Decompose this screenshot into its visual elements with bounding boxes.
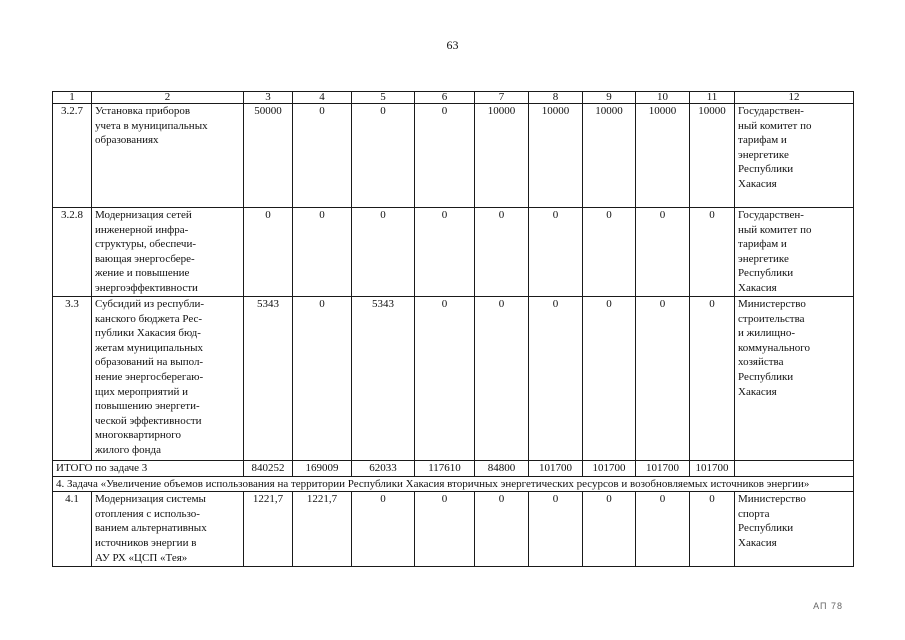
value-cell: 10000 <box>529 104 583 208</box>
column-number: 4 <box>293 92 352 104</box>
total-value: 101700 <box>529 461 583 477</box>
row-name: Модернизация системы отопления с использо- ванием альтернативных источников энергии в АУ РХ «ЦСП «Тея» <box>92 492 244 567</box>
value-cell: 1221,7 <box>293 492 352 567</box>
table-row <box>53 208 854 297</box>
value-cell: 0 <box>352 104 415 208</box>
value-cell: 0 <box>475 208 529 297</box>
total-value: 840252 <box>244 461 293 477</box>
value-cell: 0 <box>636 297 690 461</box>
total-row <box>53 461 854 477</box>
program-table <box>52 91 854 567</box>
column-number: 10 <box>636 92 690 104</box>
value-cell: 0 <box>529 208 583 297</box>
value-cell: 10000 <box>690 104 735 208</box>
column-number-row <box>53 92 854 104</box>
value-cell: 0 <box>636 208 690 297</box>
value-cell: 0 <box>475 492 529 567</box>
value-cell: 0 <box>583 492 636 567</box>
responsible-org: Государствен- ный комитет по тарифам и энергетике Республики Хакасия <box>735 104 854 208</box>
value-cell: 0 <box>293 104 352 208</box>
task-heading-row <box>53 476 854 492</box>
column-number: 9 <box>583 92 636 104</box>
total-value: 101700 <box>690 461 735 477</box>
column-number: 7 <box>475 92 529 104</box>
value-cell: 0 <box>583 208 636 297</box>
column-number: 8 <box>529 92 583 104</box>
value-cell: 0 <box>415 297 475 461</box>
table-row <box>53 104 854 208</box>
value-cell: 0 <box>415 104 475 208</box>
column-number: 6 <box>415 92 475 104</box>
value-cell: 0 <box>529 297 583 461</box>
table-row <box>53 492 854 567</box>
task-title: 4. Задача «Увеличение объемов использования на территории Республики Хакасия вторичных энергетических ресурсов и возобновляемых источников энергии» <box>53 476 854 492</box>
value-cell: 0 <box>690 208 735 297</box>
column-number: 2 <box>92 92 244 104</box>
value-cell: 0 <box>583 297 636 461</box>
total-value: 117610 <box>415 461 475 477</box>
row-code: 3.2.7 <box>53 104 92 208</box>
column-number: 12 <box>735 92 854 104</box>
value-cell: 0 <box>293 297 352 461</box>
responsible-org: Государствен- ный комитет по тарифам и энергетике Республики Хакасия <box>735 208 854 297</box>
value-cell: 0 <box>352 492 415 567</box>
responsible-org: Министерство строительства и жилищно- коммунального хозяйства Республики Хакасия <box>735 297 854 461</box>
total-value: 101700 <box>583 461 636 477</box>
value-cell: 0 <box>690 492 735 567</box>
row-name: Субсидий из республи- канского бюджета Рес- публики Хакасия бюд- жетам муниципальных образований на выпол- нение энергосберегаю- щих мероприятий и повышению энергети- ческой эффективности многоквартирного жилого фонда <box>92 297 244 461</box>
total-value: 62033 <box>352 461 415 477</box>
value-cell: 10000 <box>583 104 636 208</box>
corner-mark: АП 78 <box>813 601 843 611</box>
value-cell: 0 <box>475 297 529 461</box>
value-cell: 10000 <box>475 104 529 208</box>
responsible-org: Министерство спорта Республики Хакасия <box>735 492 854 567</box>
empty-cell <box>735 461 854 477</box>
value-cell: 0 <box>636 492 690 567</box>
value-cell: 5343 <box>352 297 415 461</box>
total-value: 101700 <box>636 461 690 477</box>
total-value: 84800 <box>475 461 529 477</box>
column-number: 3 <box>244 92 293 104</box>
value-cell: 0 <box>352 208 415 297</box>
value-cell: 10000 <box>636 104 690 208</box>
column-number: 1 <box>53 92 92 104</box>
value-cell: 50000 <box>244 104 293 208</box>
value-cell: 0 <box>529 492 583 567</box>
column-number: 11 <box>690 92 735 104</box>
total-value: 169009 <box>293 461 352 477</box>
row-code: 3.2.8 <box>53 208 92 297</box>
row-name: Установка приборов учета в муниципальных образованиях <box>92 104 244 208</box>
value-cell: 0 <box>415 492 475 567</box>
row-name: Модернизация сетей инженерной инфра- структуры, обеспечи- вающая энергосбере- жение и повышение энергоэффективности <box>92 208 244 297</box>
value-cell: 5343 <box>244 297 293 461</box>
page-number: 63 <box>446 38 459 52</box>
column-number: 5 <box>352 92 415 104</box>
value-cell: 0 <box>415 208 475 297</box>
value-cell: 0 <box>690 297 735 461</box>
value-cell: 1221,7 <box>244 492 293 567</box>
value-cell: 0 <box>293 208 352 297</box>
row-code: 3.3 <box>53 297 92 461</box>
table-row <box>53 297 854 461</box>
row-code: 4.1 <box>53 492 92 567</box>
total-label: ИТОГО по задаче 3 <box>53 461 244 477</box>
value-cell: 0 <box>244 208 293 297</box>
